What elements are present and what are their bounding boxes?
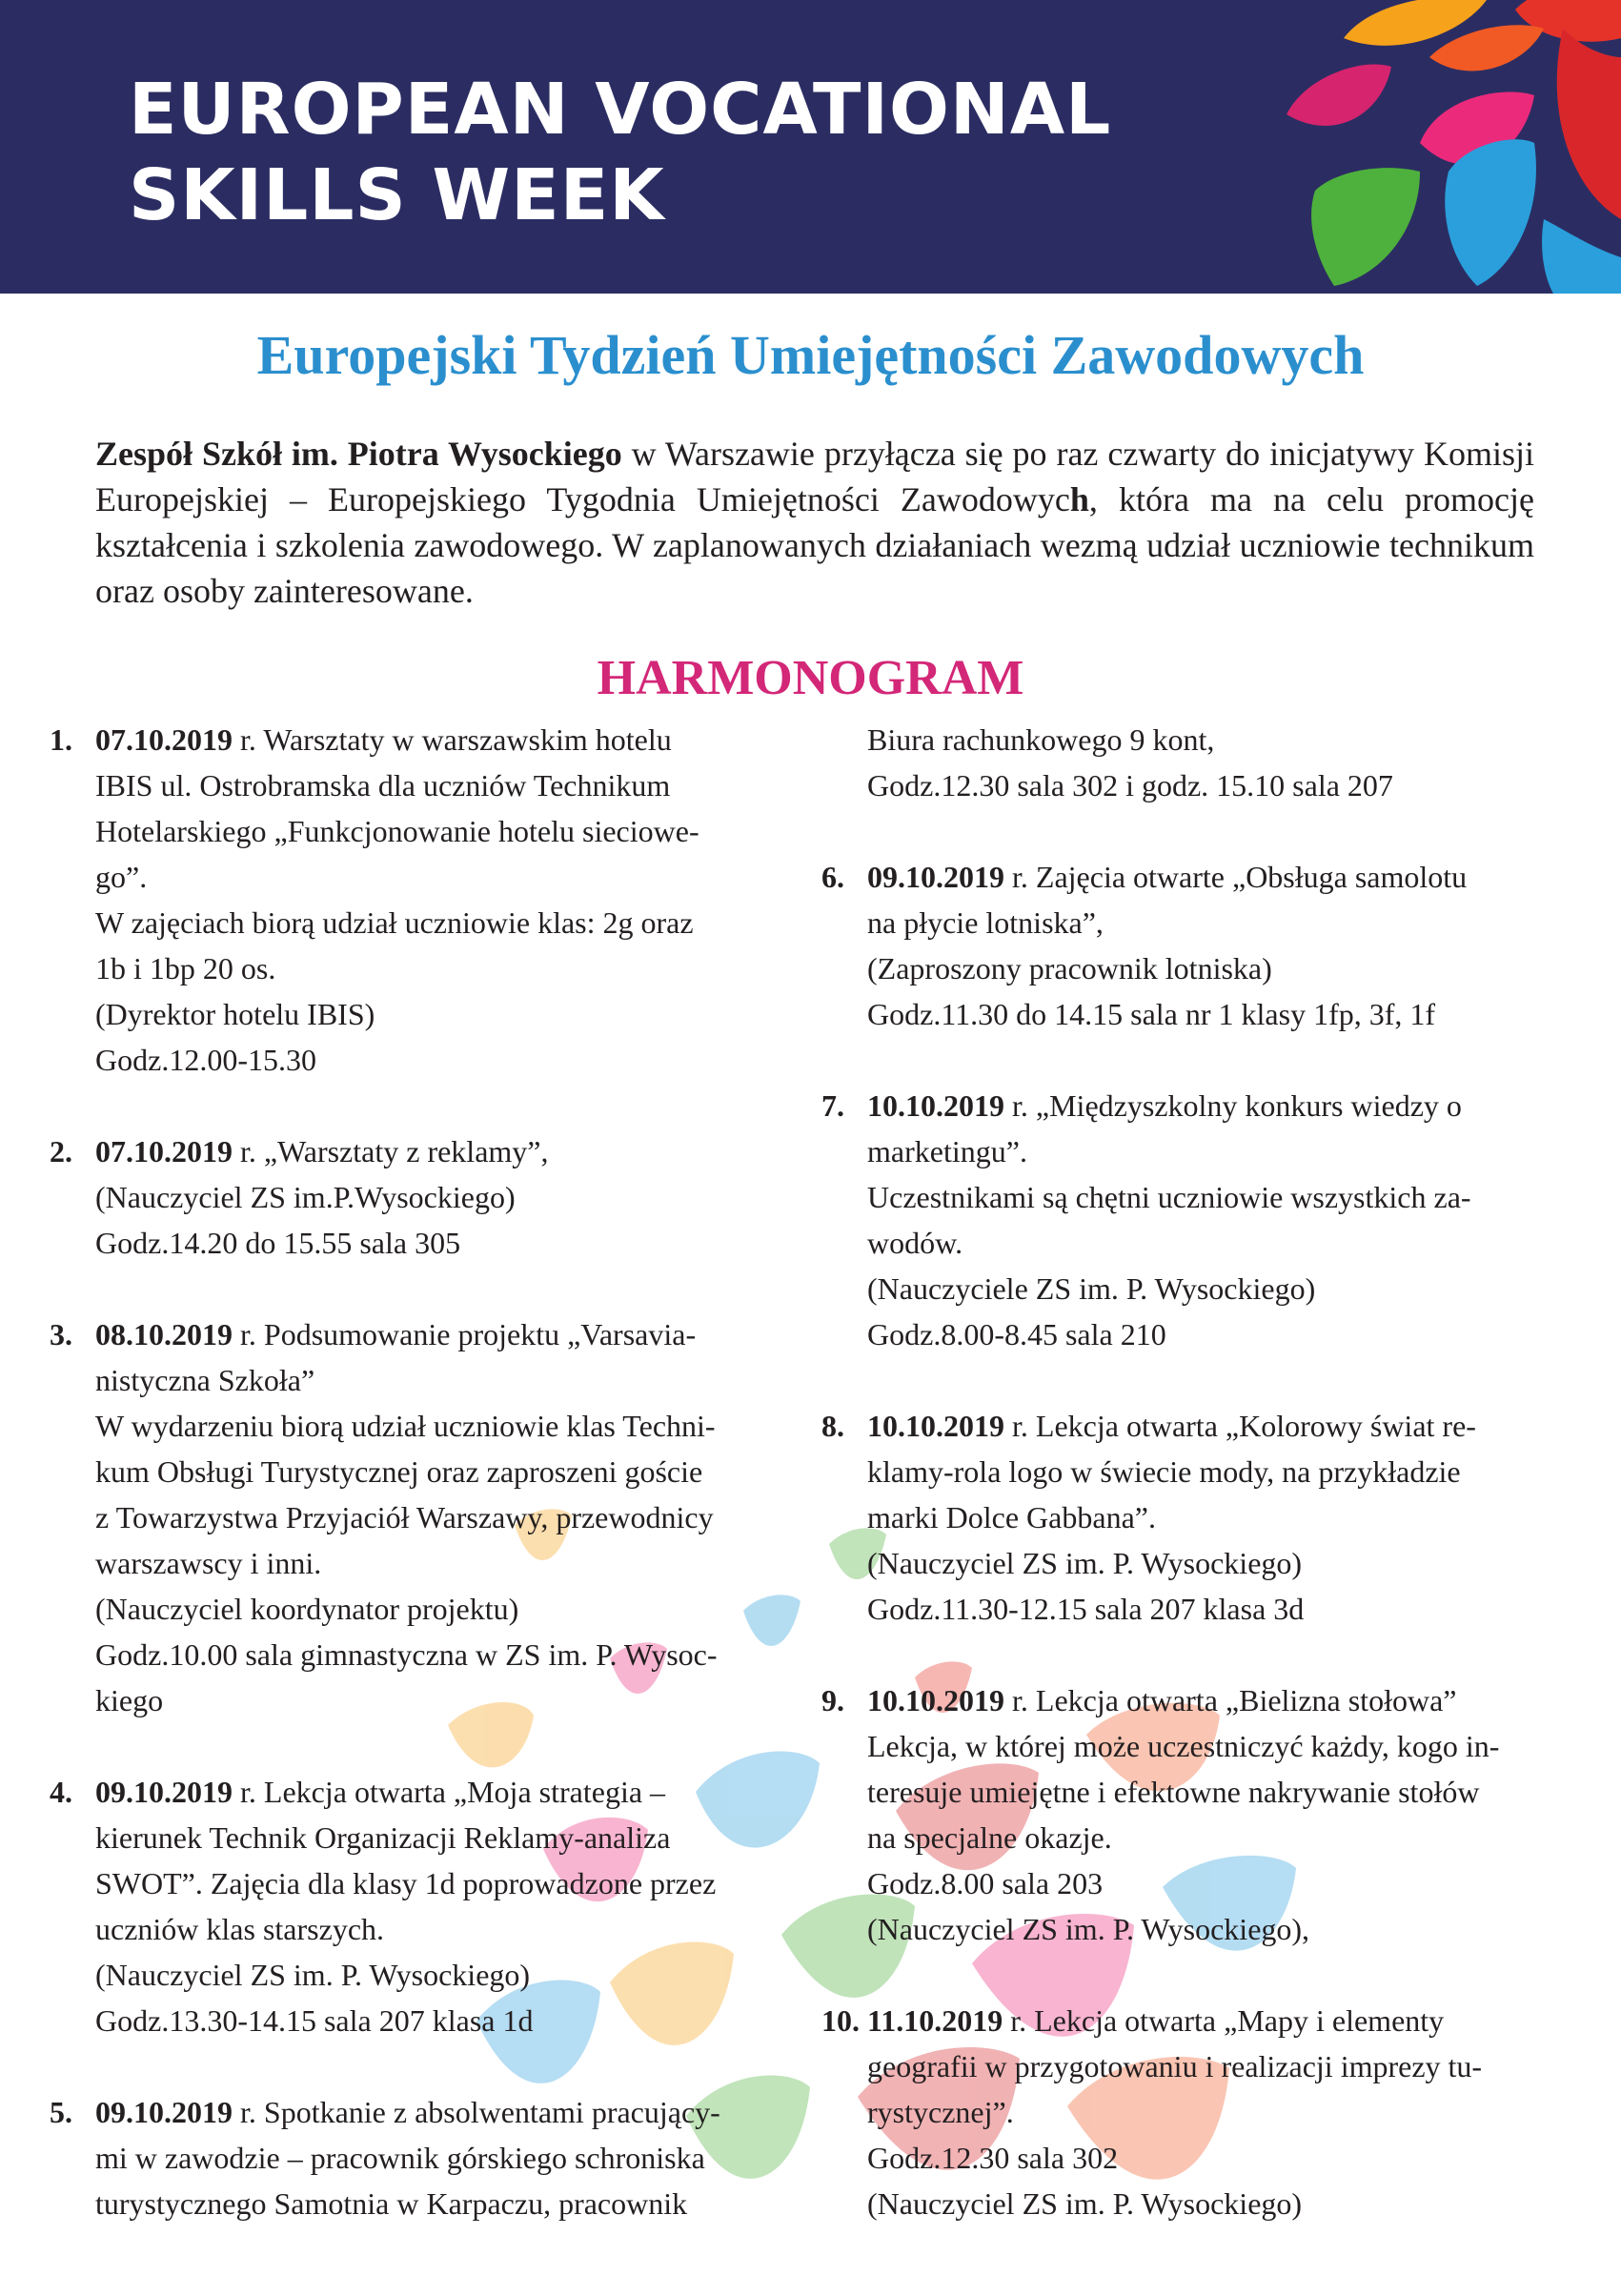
schedule-line: kierunek Technik Organizacji Reklamy-analiza — [95, 1820, 671, 1855]
schedule-item-number: 10. — [821, 2003, 860, 2038]
schedule-item-date: 08.10.2019 — [95, 1317, 233, 1351]
schedule-item-number: 2. — [50, 1134, 72, 1168]
schedule-line — [867, 1998, 1574, 2043]
schedule-line — [95, 1128, 802, 1174]
banner-title-line2: SKILLS WEEK — [129, 154, 665, 236]
schedule-line: Godz.11.30-12.15 sala 207 klasa 3d — [867, 1592, 1305, 1626]
intro-school-name: Zespół Szkół im. Piotra Wysockiego — [95, 435, 622, 473]
schedule-line: Godz.12.00-15.30 — [95, 1043, 316, 1077]
intro-text-c: , która ma na celu promocję kształcenia i szkolenia zawodowego. W zaplanowanych działaniach wezmą udział uczniowie technikum oraz osoby zainteresowane. — [95, 480, 1534, 610]
schedule-line: Biura rachunkowego 9 kont, — [867, 722, 1215, 757]
page-subtitle: Europejski Tydzień Umiejętności Zawodowych — [256, 324, 1365, 386]
schedule-line: (Zaproszony pracownik lotniska) — [867, 951, 1272, 985]
schedule-item-number: 8. — [821, 1409, 844, 1443]
schedule-item-continued — [821, 717, 1574, 808]
schedule-item-text: r. Lekcja otwarta „Moja strategia – — [233, 1775, 666, 1809]
header-banner — [0, 0, 1621, 294]
schedule-line: geografii w przygotowaniu i realizacji imprezy tu- — [867, 2049, 1483, 2083]
schedule-item-date: 09.10.2019 — [867, 860, 1004, 894]
schedule-line: 1b i 1bp 20 os. — [95, 951, 276, 985]
schedule-line: uczniów klas starszych. — [95, 1912, 385, 1946]
schedule-column-right — [821, 717, 1574, 2272]
schedule-line: Hotelarskiego „Funkcjonowanie hotelu sieciowe- — [95, 814, 699, 848]
banner-title-line1: EUROPEAN VOCATIONAL — [129, 69, 1112, 151]
schedule-item — [50, 717, 802, 1083]
schedule-item-text: r. Podsumowanie projektu „Varsavia- — [233, 1317, 697, 1351]
schedule-line — [95, 1311, 802, 1357]
schedule-line: wodów. — [867, 1226, 963, 1260]
schedule-item-date: 09.10.2019 — [95, 2095, 233, 2129]
schedule-line: klamy-rola logo w świecie mody, na przykładzie — [867, 1454, 1461, 1489]
schedule-line — [95, 1769, 802, 1815]
schedule-line: (Nauczyciel koordynator projektu) — [95, 1592, 519, 1626]
schedule-item-date: 07.10.2019 — [95, 1134, 233, 1168]
schedule-line: Lekcja, w której może uczestniczyć każdy, kogo in- — [867, 1729, 1500, 1763]
schedule-item-text: r. Warsztaty w warszawskim hotelu — [233, 722, 672, 757]
schedule-item-number: 9. — [821, 1683, 844, 1717]
schedule-line: Godz.11.30 do 14.15 sala nr 1 klasy 1fp, 3f, 1f — [867, 997, 1436, 1031]
schedule-item — [821, 1677, 1574, 1952]
schedule-item-number: 6. — [821, 860, 844, 894]
schedule-line: nistyczna Szkoła” — [95, 1363, 315, 1397]
schedule-line: marketingu”. — [867, 1134, 1027, 1168]
schedule-heading: HARMONOGRAM — [597, 651, 1024, 705]
schedule-line: (Nauczyciel ZS im. P. Wysockiego) — [867, 1546, 1303, 1580]
schedule-item-date: 10.10.2019 — [867, 1088, 1004, 1123]
schedule-line: IBIS ul. Ostrobramska dla uczniów Technikum — [95, 768, 671, 803]
schedule-line: turystycznego Samotnia w Karpaczu, pracownik — [95, 2186, 688, 2221]
schedule-item-date: 10.10.2019 — [867, 1409, 1004, 1443]
schedule-line: Uczestnikami są chętni uczniowie wszystkich za- — [867, 1180, 1471, 1214]
intro-text-b: h — [1069, 480, 1089, 518]
schedule-line: (Nauczyciel ZS im. P. Wysockiego), — [867, 1912, 1310, 1946]
schedule-item-text: r. Lekcja otwarta „Bielizna stołowa” — [1004, 1683, 1457, 1717]
intro-text-a: w Warszawie przyłącza się po raz czwarty do inicjatywy Komisji Europejskiej – Europejskiego Tygodnia Umiejętności Zawodowyc — [95, 435, 1535, 518]
schedule-item-text: r. Zajęcia otwarte „Obsługa samolotu — [1004, 860, 1468, 894]
schedule-line: (Nauczyciel ZS im.P.Wysockiego) — [95, 1180, 516, 1214]
schedule-line: Godz.8.00 sala 203 — [867, 1866, 1104, 1900]
schedule-line: na płycie lotniska”, — [867, 905, 1104, 940]
schedule-line: Godz.12.30 sala 302 — [867, 2141, 1119, 2175]
schedule-item — [821, 854, 1574, 1037]
schedule-line: marki Dolce Gabbana”. — [867, 1500, 1156, 1534]
schedule-line — [867, 854, 1574, 900]
schedule-line — [867, 1403, 1574, 1449]
schedule-line: kum Obsługi Turystycznej oraz zaproszeni goście — [95, 1454, 703, 1489]
schedule-line: (Nauczyciel ZS im. P. Wysockiego) — [95, 1958, 531, 1992]
schedule-line: (Nauczyciele ZS im. P. Wysockiego) — [867, 1271, 1316, 1306]
schedule-line: Godz.13.30-14.15 sala 207 klasa 1d — [95, 2003, 534, 2038]
schedule-line — [95, 2089, 802, 2135]
schedule-line: na specjalne okazje. — [867, 1820, 1112, 1855]
intro-paragraph — [95, 431, 1534, 614]
schedule-item-date: 09.10.2019 — [95, 1775, 233, 1809]
schedule-item-number: 7. — [821, 1088, 844, 1123]
schedule-item-text: r. Lekcja otwarta „Kolorowy świat re- — [1004, 1409, 1476, 1443]
colorful-leaves-graphic — [1229, 0, 1621, 294]
schedule-item-text: r. „Warsztaty z reklamy”, — [233, 1134, 549, 1168]
schedule-item-date: 11.10.2019 — [867, 2003, 1003, 2038]
schedule-line: z Towarzystwa Przyjaciół Warszawy, przewodnicy — [95, 1500, 714, 1534]
schedule-item-number: 4. — [50, 1775, 72, 1809]
schedule-item-date: 07.10.2019 — [95, 722, 233, 757]
schedule-line: W zajęciach biorą udział uczniowie klas: 2g oraz — [95, 905, 694, 940]
schedule-item — [821, 1403, 1574, 1632]
schedule-line: rystycznej”. — [867, 2095, 1014, 2129]
schedule-item — [821, 1083, 1574, 1357]
schedule-item — [50, 1128, 802, 1266]
schedule-line: teresuje umiejętne i efektowne nakrywanie stołów — [867, 1775, 1480, 1809]
schedule-line: warszawscy i inni. — [95, 1546, 322, 1580]
schedule-line: Godz.12.30 sala 302 i godz. 15.10 sala 207 — [867, 768, 1393, 803]
schedule-item-text: r. Spotkanie z absolwentami pracujący- — [233, 2095, 720, 2129]
schedule-line: W wydarzeniu biorą udział uczniowie klas Techni- — [95, 1409, 716, 1443]
schedule-line: Godz.10.00 sala gimnastyczna w ZS im. P. Wysoc- — [95, 1637, 718, 1672]
schedule-item-text: r. „Międzyszkolny konkurs wiedzy o — [1004, 1088, 1462, 1123]
schedule-column-left — [50, 717, 802, 2272]
schedule-item-number: 1. — [50, 722, 72, 757]
schedule-line — [95, 717, 802, 762]
schedule-item-number: 3. — [50, 1317, 72, 1351]
banner-title — [129, 67, 1111, 238]
schedule-line: (Dyrektor hotelu IBIS) — [95, 997, 375, 1031]
schedule-item — [50, 2089, 802, 2226]
schedule-item — [821, 1998, 1574, 2226]
schedule-line: SWOT”. Zajęcia dla klasy 1d poprowadzone przez — [95, 1866, 717, 1900]
schedule-line: Godz.8.00-8.45 sala 210 — [867, 1317, 1166, 1351]
schedule-line: Godz.14.20 do 15.55 sala 305 — [95, 1226, 461, 1260]
schedule-item-number: 5. — [50, 2095, 72, 2129]
schedule-line: go”. — [95, 860, 148, 894]
schedule-line: mi w zawodzie – pracownik górskiego schroniska — [95, 2141, 705, 2175]
schedule-item-text: r. Lekcja otwarta „Mapy i elementy — [1003, 2003, 1445, 2038]
schedule-item-date: 10.10.2019 — [867, 1683, 1004, 1717]
schedule-line — [867, 1677, 1574, 1723]
schedule-line — [867, 1083, 1574, 1128]
schedule-item — [50, 1769, 802, 2043]
schedule-line: kiego — [95, 1683, 164, 1717]
schedule-item — [50, 1311, 802, 1723]
schedule-line: (Nauczyciel ZS im. P. Wysockiego) — [867, 2186, 1303, 2221]
